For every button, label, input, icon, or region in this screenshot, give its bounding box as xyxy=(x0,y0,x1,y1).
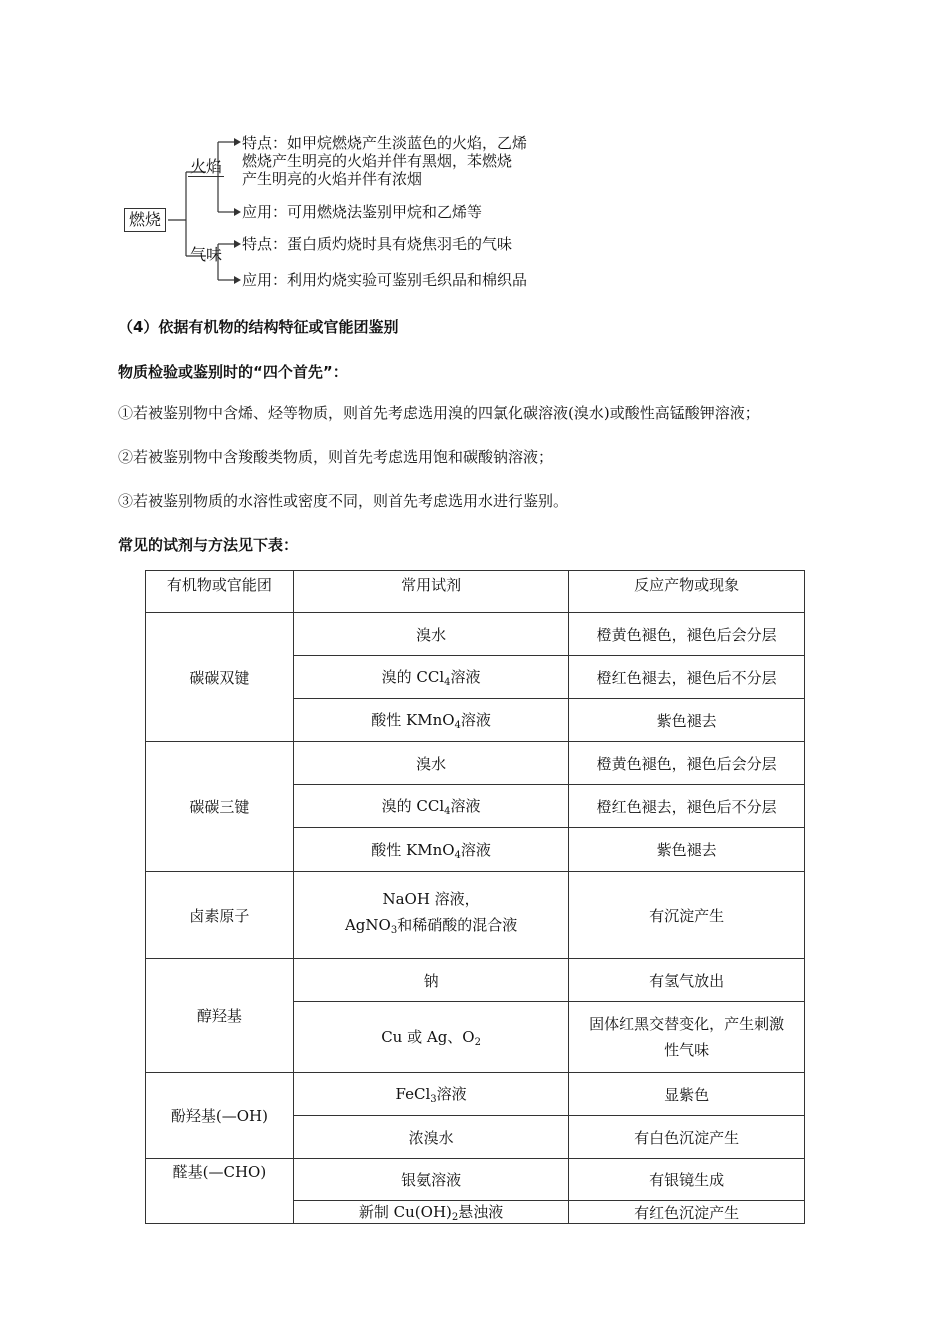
reagent-text: 溶液 xyxy=(436,1085,467,1103)
table-header-cell: 反应产物或现象 xyxy=(569,571,805,613)
reagent-text: 新制 Cu(OH) xyxy=(358,1203,452,1221)
phenomenon-cell: 紫色褪去 xyxy=(569,828,805,872)
phenomenon-cell: 有白色沉淀产生 xyxy=(569,1116,805,1159)
phenomenon-cell: 橙红色褪去，褪色后不分层 xyxy=(569,656,805,699)
reagent-text: FeCl xyxy=(395,1085,431,1103)
phenomenon-cell: 橙黄色褪色，褪色后会分层 xyxy=(569,613,805,656)
phenomenon-cell: 紫色褪去 xyxy=(569,699,805,742)
reagent-text: 悬浊液 xyxy=(458,1203,504,1221)
point-1: ①若被鉴别物中含烯、烃等物质，则首先考虑选用溴的四氯化碳溶液(溴水)或酸性高锰酸钾溶液； xyxy=(118,404,760,422)
reagent-cell xyxy=(293,1002,569,1073)
reagent-text: AgNO xyxy=(344,916,391,934)
reagent-text: 溶液 xyxy=(460,711,491,729)
reagent-cell xyxy=(293,785,569,828)
phenomenon-cell: 有沉淀产生 xyxy=(569,872,805,959)
combustion-diagram xyxy=(120,128,570,298)
subscript: 4 xyxy=(444,806,451,817)
reagent-cell: 溴水 xyxy=(293,742,569,785)
reagent-text: 酸性 KMnO xyxy=(371,840,455,859)
point-2: ②若被鉴别物中含羧酸类物质，则首先考虑选用饱和碳酸钠溶液； xyxy=(118,448,554,466)
reagent-text: 溶液 xyxy=(450,797,481,815)
phenomenon-cell: 橙黄色褪色，褪色后会分层 xyxy=(569,742,805,785)
flame-feature-line3: 产生明亮的火焰并伴有浓烟 xyxy=(242,170,423,188)
reagent-cell xyxy=(293,656,569,699)
reagent-text: 和稀硝酸的混合液 xyxy=(397,916,518,934)
table-row xyxy=(146,872,805,959)
reagent-text: 溴的 CCl xyxy=(381,797,445,815)
phenomenon-cell xyxy=(569,1002,805,1073)
diagram-root-combustion: 燃烧 xyxy=(124,208,166,232)
reagent-text: Cu 或 Ag、O xyxy=(381,1028,475,1046)
table-row xyxy=(146,613,805,656)
table-row xyxy=(146,959,805,1002)
reagent-cell xyxy=(293,828,569,872)
subscript: 3 xyxy=(390,925,398,936)
table-intro: 常见的试剂与方法见下表： xyxy=(118,536,299,554)
table-header-row xyxy=(146,571,805,613)
phenomenon-cell: 显紫色 xyxy=(569,1073,805,1116)
diagram-branch-smell: 气味 xyxy=(190,245,223,264)
reagent-table xyxy=(145,570,805,1224)
subscript: 4 xyxy=(454,849,461,861)
flame-application: 应用：可用燃烧法鉴别甲烷和乙烯等 xyxy=(242,203,483,221)
phenomenon-line: 固体红黑交替变化，产生刺激 xyxy=(589,1015,785,1033)
table-row xyxy=(146,1073,805,1116)
reagent-text: 酸性 KMnO xyxy=(371,711,455,729)
table-header-cell: 常用试剂 xyxy=(293,571,569,613)
subscript: 3 xyxy=(430,1094,437,1105)
flame-feature-line2: 燃烧产生明亮的火焰并伴有黑烟，苯燃烧 xyxy=(242,152,513,170)
subheading-four-firsts: 物质检验或鉴别时的“四个首先”： xyxy=(118,363,348,381)
section-heading: （4）依据有机物的结构特征或官能团鉴别 xyxy=(118,318,399,336)
subscript: 2 xyxy=(451,1212,459,1223)
diagram-branch-flame: 火焰 xyxy=(190,157,223,176)
point-3: ③若被鉴别物质的水溶性或密度不同，则首先考虑选用水进行鉴别。 xyxy=(118,492,569,510)
table-row xyxy=(146,1159,805,1201)
reagent-cell xyxy=(293,872,569,959)
subscript: 4 xyxy=(454,720,461,731)
phenomenon-cell: 有氢气放出 xyxy=(569,959,805,1002)
group-name: 碳碳双键 xyxy=(146,613,294,742)
group-name: 酚羟基(—OH) xyxy=(146,1073,294,1159)
reagent-text: 溴的 CCl xyxy=(381,668,445,686)
reagent-line: NaOH 溶液， xyxy=(382,890,480,908)
reagent-cell: 溴水 xyxy=(293,613,569,656)
group-name: 醇羟基 xyxy=(146,959,294,1073)
reagent-cell xyxy=(293,699,569,742)
reagent-cell xyxy=(293,1201,569,1224)
subscript: 2 xyxy=(474,1037,481,1048)
table-header-cell: 有机物或官能团 xyxy=(146,571,294,613)
reagent-cell: 钠 xyxy=(293,959,569,1002)
reagent-cell: 银氨溶液 xyxy=(293,1159,569,1201)
phenomenon-cell: 橙红色褪去，褪色后不分层 xyxy=(569,785,805,828)
subscript: 4 xyxy=(444,677,451,688)
reagent-cell: 浓溴水 xyxy=(293,1116,569,1159)
smell-application: 应用：利用灼烧实验可鉴别毛织品和棉织品 xyxy=(242,271,528,289)
group-name: 卤素原子 xyxy=(146,872,294,959)
group-name: 碳碳三键 xyxy=(146,742,294,872)
flame-feature-line1: 特点：如甲烷燃烧产生淡蓝色的火焰，乙烯 xyxy=(242,134,528,152)
phenomenon-line: 性气味 xyxy=(664,1041,710,1059)
reagent-line xyxy=(300,912,563,944)
table-row xyxy=(146,742,805,785)
reagent-text: 溶液 xyxy=(460,840,491,859)
reagent-cell xyxy=(293,1073,569,1116)
phenomenon-cell: 有银镜生成 xyxy=(569,1159,805,1201)
group-name: 醛基(—CHO) xyxy=(146,1159,294,1224)
phenomenon-cell: 有红色沉淀产生 xyxy=(569,1201,805,1224)
reagent-text: 溶液 xyxy=(450,668,481,686)
smell-feature: 特点：蛋白质灼烧时具有烧焦羽毛的气味 xyxy=(242,235,513,253)
